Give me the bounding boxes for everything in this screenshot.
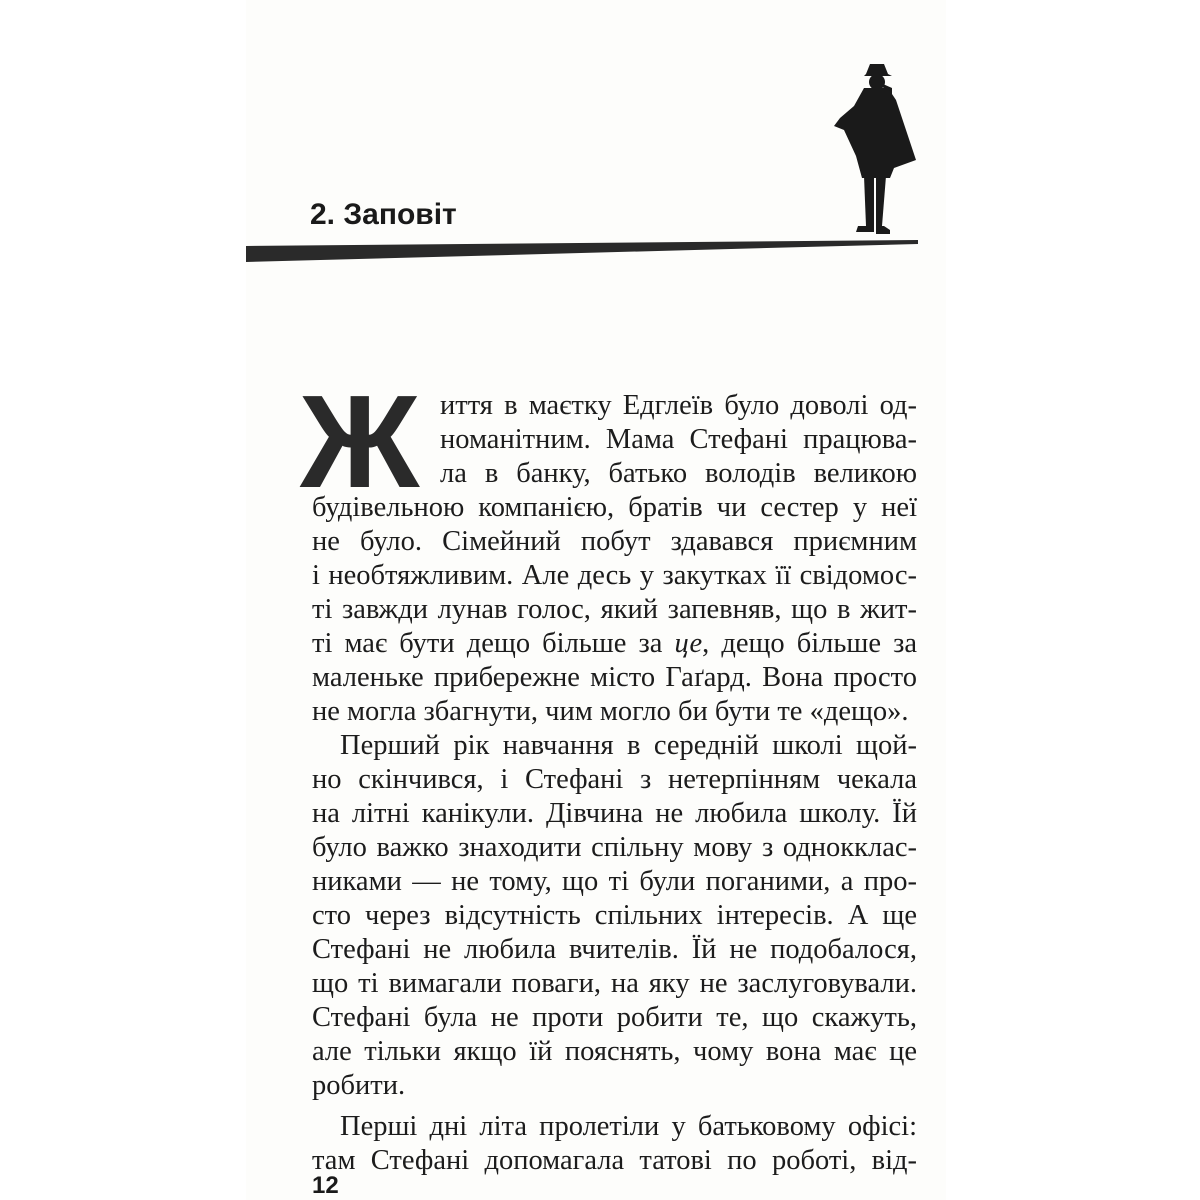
chapter-rule — [246, 238, 918, 266]
body-line: ла в банку, батько володів великою — [440, 458, 917, 489]
body-line — [312, 627, 917, 661]
page-number: 12 — [312, 1172, 339, 1199]
body-line: иття в маєтку Едглеїв було доволі од- — [440, 390, 917, 421]
body-text: , дещо більше за — [702, 628, 917, 659]
body-line: робити. — [312, 1070, 406, 1101]
body-line: Стефані була не проти робити те, що скажуть, — [312, 1002, 917, 1033]
body-line: було важко знаходити спільну мову з однокклас- — [312, 832, 917, 863]
body-line: і необтяжливим. Але десь у закутках її свідомос- — [312, 560, 917, 591]
body-line: никами — не тому, що ті були поганими, а про- — [312, 866, 917, 897]
italic-word: це — [674, 628, 703, 659]
body-line: на літні канікули. Дівчина не любила школу. Їй — [312, 798, 917, 829]
body-line: там Стефані допомагала татові по роботі, від- — [312, 1145, 917, 1176]
body-line: но скінчився, і Стефані з нетерпінням чекала — [312, 764, 917, 795]
body-line: номанітним. Мама Стефані працюва- — [440, 424, 917, 455]
drop-cap: Ж — [300, 368, 416, 515]
chapter-title: 2. Заповіт — [310, 198, 457, 231]
body-line: Перший рік навчання в середній школі щой- — [340, 730, 917, 761]
body-line: будівельною компанією, братів чи сестер у неї — [312, 492, 917, 523]
body-line: Стефані не любила вчителів. Їй не подобалося, — [312, 934, 917, 965]
body-line: що ті вимагали поваги, на яку не заслуговували. — [312, 968, 917, 999]
body-line: не могла збагнути, чим могло би бути те «дещо». — [312, 696, 909, 727]
body-line: сто через відсутність спільних інтересів. А ще — [312, 900, 917, 931]
body-text: ті має бути дещо більше за — [312, 628, 675, 659]
body-line: не було. Сімейний побут здавався приємним — [312, 526, 917, 557]
body-line: Перші дні літа пролетіли у батьковому офісі: — [340, 1111, 917, 1142]
body-line: але тільки якщо їй пояснять, чому вона має це — [312, 1036, 917, 1067]
body-line: ті завжди лунав голос, який запевняв, що в жит- — [312, 594, 917, 625]
body-line: маленьке прибережне місто Гаґард. Вона просто — [312, 662, 917, 693]
detective-silhouette-icon — [826, 60, 920, 242]
